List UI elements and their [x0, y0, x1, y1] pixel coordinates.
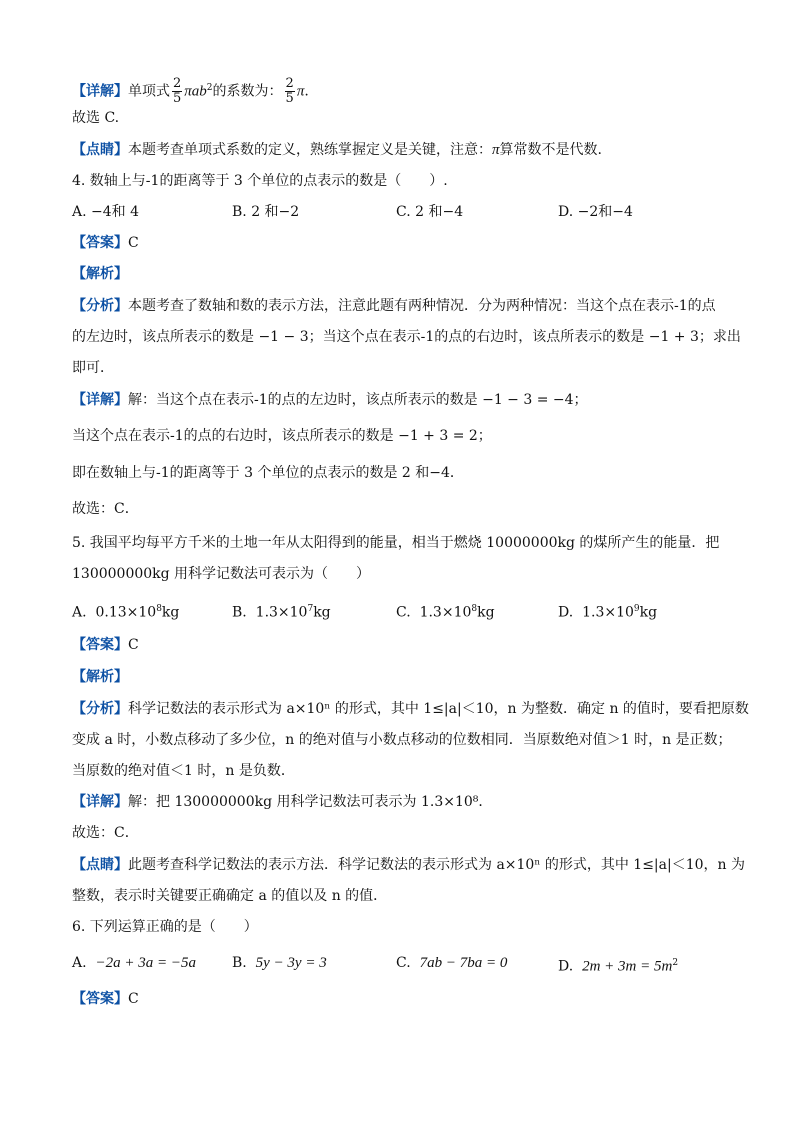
q4-stem: 4. 数轴上与-1的距离等于 3 个单位的点表示的数是（ ）.	[72, 173, 448, 189]
q5-options	[72, 599, 732, 619]
answer-value: C	[128, 637, 139, 653]
q4-fenxi-line2: 的左边时，该点所表示的数是 −1 − 3；当这个点在表示-1的点的右边时，该点所表示的数是 −1 + 3；求出	[72, 329, 741, 345]
q4-fenxi-line1	[72, 296, 716, 316]
q5-fenxi-line3: 当原数的绝对值＜1 时，n 是负数．	[72, 763, 295, 779]
q4-xiangjie-line3: 即在数轴上与-1的距离等于 3 个单位的点表示的数是 2 和−4．	[72, 465, 464, 481]
monomial: πab	[184, 83, 207, 100]
pi-symbol: π	[492, 142, 500, 158]
q5-fenxi-line2: 变成 a 时，小数点移动了多少位，n 的绝对值与小数点移动的位数相同．当原数绝对值＞1 时，n 是正数；	[72, 732, 732, 748]
exponent: 2	[206, 83, 213, 93]
q4-analysis-tag: 【解析】	[72, 266, 128, 282]
p2-choose: 故选 C.	[72, 110, 120, 126]
q6-option-c: C. 7ab − 7ba = 0	[396, 955, 508, 971]
q4-xiangjie-line1	[72, 390, 588, 410]
q5-dianjing-line2: 整数，表示时关键要正确确定 a 的值以及 n 的值．	[72, 888, 388, 904]
detail-text-b: 的系数为：	[212, 83, 283, 100]
detail-text-a: 单项式	[128, 83, 170, 100]
q5-fenxi-line1	[72, 699, 749, 719]
fenxi-tag: 【分析】	[72, 298, 128, 314]
q4-option-d: D. −2和−4	[558, 204, 633, 220]
xiangjie-tag: 【详解】	[72, 392, 128, 408]
xiangjie-text: 解：当这个点在表示-1的点的左边时，该点所表示的数是 −1 − 3 = −4；	[128, 392, 588, 408]
q5-option-c: C. $1.3\times 10^8kg$	[396, 604, 495, 621]
q4-option-c: C. 2 和−4	[396, 204, 464, 220]
dianjing-text: 此题考查科学记数法的表示方法．科学记数法的表示形式为 a×10ⁿ 的形式，其中 1≤|a|＜10，n 为	[128, 857, 745, 873]
q6-option-b: B. 5y − 3y = 3	[232, 955, 327, 971]
answer-value: C	[128, 235, 139, 251]
fenxi-tag: 【分析】	[72, 701, 128, 717]
pi-symbol: π	[296, 83, 305, 100]
answer-tag: 【答案】	[72, 637, 128, 653]
q5-stem-line1: 5. 我国平均每平方千米的土地一年从太阳得到的能量，相当于燃烧 10000000kg 的煤所产生的能量．把	[72, 535, 720, 551]
q6-answer	[72, 989, 139, 1009]
q5-option-d: D. $1.3\times 10^9kg$	[558, 604, 658, 621]
q5-analysis-tag: 【解析】	[72, 669, 128, 685]
p1-detail	[72, 70, 309, 106]
dianjing-tag: 【点睛】	[72, 142, 128, 158]
fraction: $\frac{2}{5}$	[285, 76, 294, 107]
q5-xiangjie	[72, 792, 492, 812]
dianjing-tag: 【点睛】	[72, 857, 128, 873]
q5-option-b: B. $1.3\times 10^7kg$	[232, 604, 331, 621]
xiangjie-text: 解：把 130000000kg 用科学记数法可表示为 1.3×10⁸．	[128, 794, 493, 810]
fraction: $\frac{2}{5}$	[173, 76, 182, 107]
q4-option-a: A. −4和 4	[72, 204, 140, 220]
xiangjie-tag: 【详解】	[72, 794, 128, 810]
detail-tag: 【详解】	[72, 83, 128, 100]
q5-answer	[72, 635, 139, 655]
answer-value: C	[128, 991, 139, 1007]
q5-option-a: A. $0.13\times 10^8kg$	[72, 604, 180, 621]
q4-fenxi-line3: 即可．	[72, 360, 114, 376]
fenxi-text: 科学记数法的表示形式为 a×10ⁿ 的形式，其中 1≤|a|＜10，n 为整数．确定 n 的值时，要看把原数	[128, 701, 749, 717]
q6-option-d: D. $2m + 3m = 5m^2$	[558, 958, 679, 975]
answer-tag: 【答案】	[72, 235, 128, 251]
q5-choose: 故选：C．	[72, 825, 139, 841]
fenxi-text: 本题考查了数轴和数的表示方法，注意此题有两种情况．分为两种情况：当这个点在表示-1的点	[128, 298, 716, 314]
q5-stem-line2: 130000000kg 用科学记数法可表示为（ ）	[72, 566, 371, 582]
q5-dianjing-line1	[72, 855, 745, 875]
p3-dianjing	[72, 140, 602, 160]
q4-answer	[72, 233, 139, 253]
answer-tag: 【答案】	[72, 991, 128, 1007]
q6-stem: 6. 下列运算正确的是（ ）	[72, 919, 258, 935]
period: .	[304, 83, 309, 100]
dianjing-text: 本题考查单项式系数的定义，熟练掌握定义是关键，注意：	[128, 142, 492, 158]
dianjing-text2: 算常数不是代数.	[499, 142, 602, 158]
q6-option-a: A. −2a + 3a = −5a	[72, 955, 196, 971]
q6-options	[72, 953, 732, 973]
q4-choose: 故选：C．	[72, 501, 139, 517]
q4-option-b: B. 2 和−2	[232, 204, 300, 220]
q4-xiangjie-line2: 当这个点在表示-1的点的右边时，该点所表示的数是 −1 + 3 = 2；	[72, 428, 492, 444]
q4-options	[72, 202, 732, 222]
